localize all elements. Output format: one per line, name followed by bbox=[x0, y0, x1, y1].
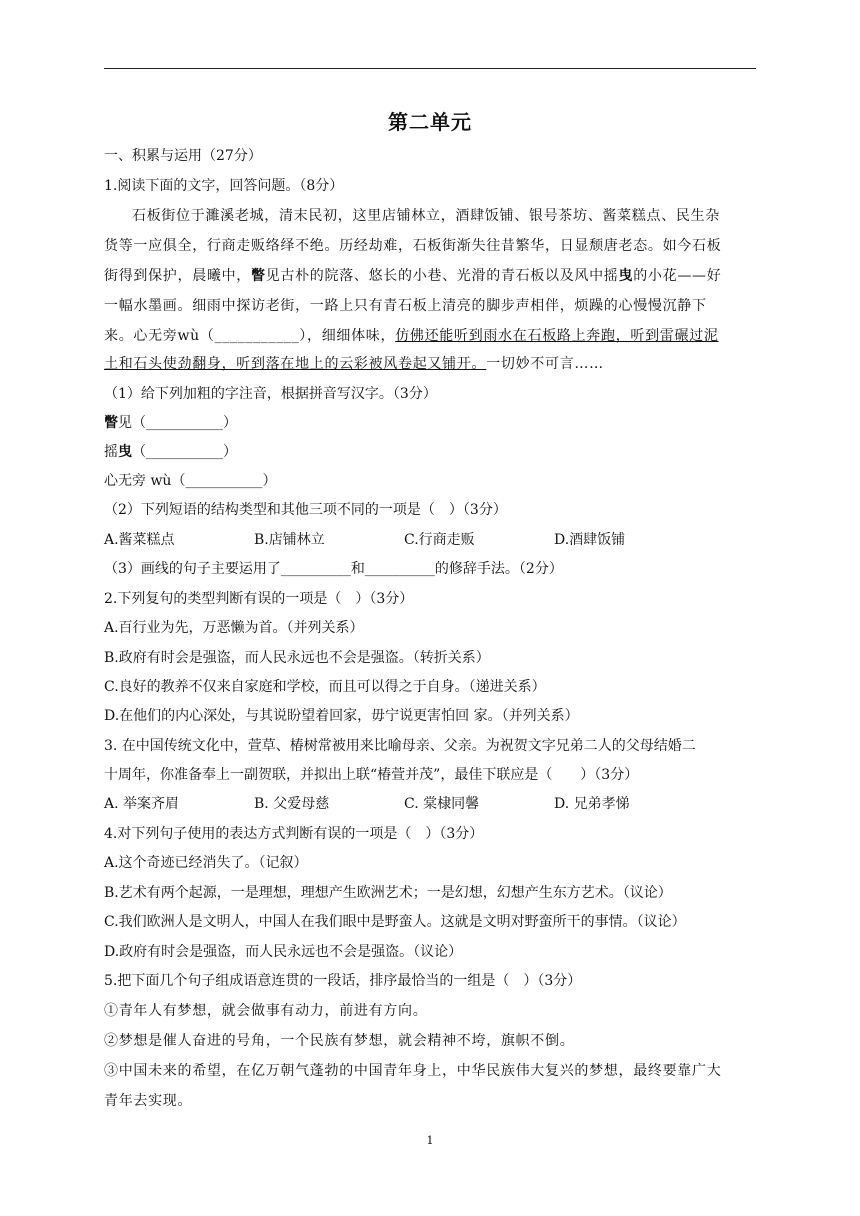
q4-option-d: D.政府有时会是强盗，而人民永远也不会是强盗。（议论） bbox=[104, 944, 463, 960]
q2-option-b: B.政府有时会是强盗，而人民永远也不会是强盗。（转折关系） bbox=[104, 650, 490, 666]
q5-stem: 5.把下面几个句子组成语意连贯的一段话，排序最恰当的一组是（ ）（3分） bbox=[104, 973, 582, 989]
q1-sub2-option-a: A.酱菜糕点 bbox=[104, 532, 175, 548]
passage-line-6: 土和石头使劲翻身，听到落在地上的云彩被风卷起又铺开。一切妙不可言…… bbox=[104, 356, 604, 372]
q5-item-3: ③中国未来的希望，在亿万朝气蓬勃的中国青年身上，中华民族伟大复兴的梦想，最终要靠广大 bbox=[104, 1063, 722, 1079]
pinyin-item-3: 心无旁 wù（___________） bbox=[104, 473, 277, 489]
bold-char-pie: 瞥 bbox=[251, 268, 266, 284]
q2-stem: 2.下列复句的类型判断有误的一项是（ ）（3分） bbox=[104, 591, 414, 607]
q3-stem-line-1: 3. 在中国传统文化中，萱草、椿树常被用来比喻母亲、父亲。为祝贺文字兄弟二人的父母结婚二 bbox=[104, 738, 696, 754]
q2-option-d: D.在他们的内心深处，与其说盼望着回家，毋宁说更害怕回 家。（并列关系） bbox=[104, 708, 579, 724]
underlined-sentence-part1: 仿佛还能听到雨水在石板路上奔跑，听到雷碾过泥 bbox=[395, 328, 719, 344]
q1-sub2-option-b: B.店铺林立 bbox=[254, 532, 325, 548]
q4-option-b: B.艺术有两个起源，一是理想，理想产生欧洲艺术；一是幻想，幻想产生东方艺术。（议论） bbox=[104, 885, 672, 901]
q1-sub3: （3）画线的句子主要运用了__________和__________的修辞手法。（2分） bbox=[104, 561, 563, 577]
section-heading: 一、积累与运用（27分） bbox=[104, 148, 262, 164]
page-number: 1 bbox=[426, 1134, 434, 1147]
q1-sub1: （1）给下列加粗的字注音，根据拼音写汉字。（3分） bbox=[104, 386, 437, 402]
q5-item-3-cont: 青年去实现。 bbox=[104, 1093, 193, 1109]
q4-stem: 4.对下列句子使用的表达方式判断有误的一项是（ ）（3分） bbox=[104, 826, 484, 842]
q1-sub2: （2）下列短语的结构类型和其他三项不同的一项是（ ）（3分） bbox=[104, 502, 507, 518]
passage-line-5: 来。心无旁wù（___________），细细体味，仿佛还能听到雨水在石板路上奔跑，听到雷碾过泥 bbox=[104, 328, 719, 344]
unit-title: 第二单元 bbox=[388, 110, 472, 134]
q3-option-c: C. 棠棣同馨 bbox=[404, 796, 480, 812]
q3-option-b: B. 父爱母慈 bbox=[254, 796, 330, 812]
q4-option-a: A.这个奇迹已经消失了。（记叙） bbox=[104, 855, 308, 871]
q4-option-c: C.我们欧洲人是文明人，中国人在我们眼中是野蛮人。这就是文明对野蛮所干的事情。（议论） bbox=[104, 914, 686, 930]
q1-sub2-option-d: D.酒肆饭铺 bbox=[554, 532, 626, 548]
q5-item-1: ①青年人有梦想，就会做事有动力，前进有方向。 bbox=[104, 1003, 428, 1019]
pinyin-item-1: 瞥见（___________） bbox=[104, 415, 237, 431]
passage-line-4: 一幅水墨画。细雨中探访老街，一路上只有青石板上清亮的脚步声相伴，烦躁的心慢慢沉静下 bbox=[104, 298, 707, 314]
bold-char-ye: 曳 bbox=[618, 268, 634, 284]
q5-item-2: ②梦想是催人奋进的号角，一个民族有梦想，就会精神不垮，旗帜不倒。 bbox=[104, 1033, 575, 1049]
q2-option-a: A.百行业为先，万恶懒为首。（并列关系） bbox=[104, 620, 364, 636]
pinyin-item-2: 摇曳（___________） bbox=[104, 444, 237, 460]
passage-line-1: 石板街位于濉溪老城，清末民初，这里店铺林立，酒肆饭铺、银号茶坊、酱菜糕点、民生杂 bbox=[132, 208, 720, 224]
q3-stem-line-2: 十周年，你准备奉上一副贺联，并拟出上联“椿萱并茂”，最佳下联应是（ ）（3分） bbox=[104, 767, 639, 783]
header-rule bbox=[104, 68, 756, 69]
passage-line-3: 街得到保护，晨曦中，瞥见古朴的院落、悠长的小巷、光滑的青石板以及风中摇曳的小花——好 bbox=[104, 268, 722, 284]
q1-stem: 1.阅读下面的文字，回答问题。（8分） bbox=[104, 178, 344, 194]
q3-option-a: A. 举案齐眉 bbox=[104, 796, 180, 812]
passage-line-2: 货等一应俱全，行商走贩络绎不绝。历经劫难，石板街渐失往昔繁华，日显颓唐老态。如今石板 bbox=[104, 238, 722, 254]
q3-option-d: D. 兄弟孝悌 bbox=[554, 796, 630, 812]
q2-option-c: C.良好的教养不仅来自家庭和学校，而且可以得之于自身。（递进关系） bbox=[104, 679, 546, 695]
underlined-sentence-part2: 土和石头使劲翻身，听到落在地上的云彩被风卷起又铺开。 bbox=[104, 356, 487, 372]
q1-sub2-option-c: C.行商走贩 bbox=[404, 532, 475, 548]
